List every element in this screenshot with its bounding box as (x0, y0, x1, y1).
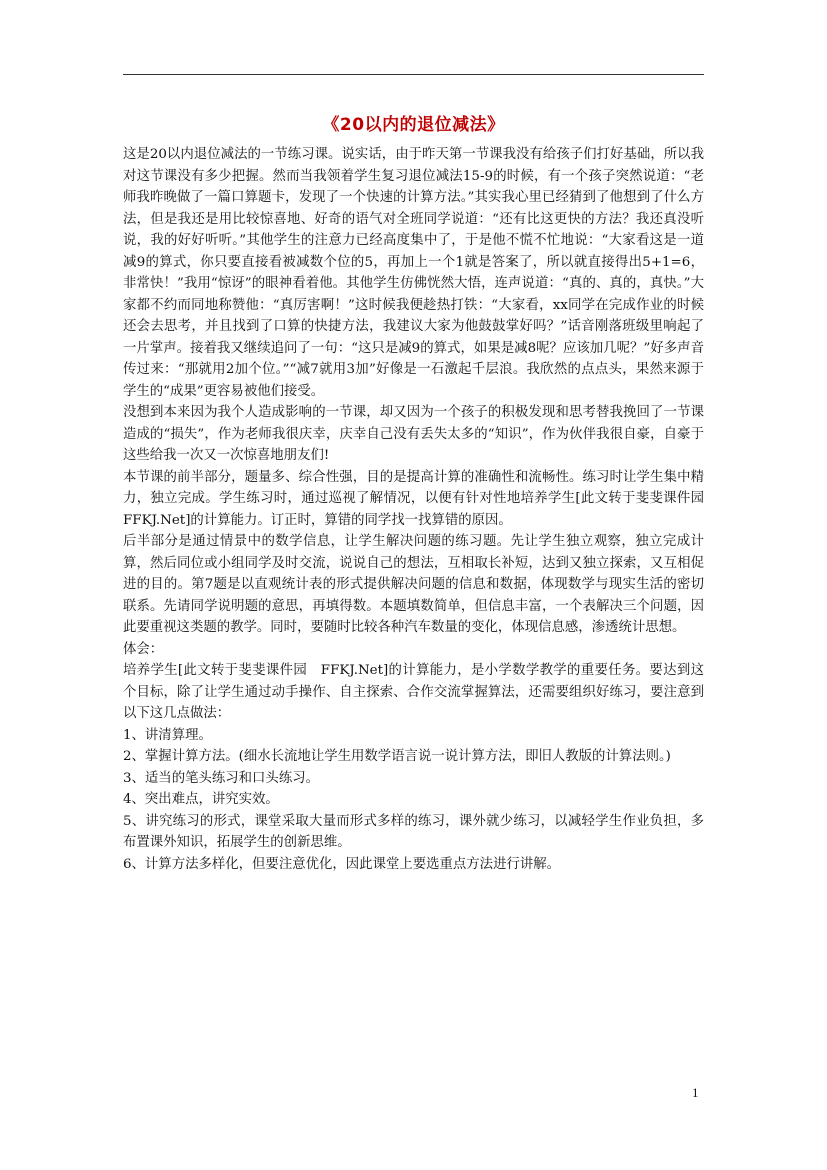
list-item: 5、讲究练习的形式，课堂采取大量而形式多样的练习，课外就少练习，以减轻学生作业负担，多布置课外知识，拓展学生的创新思维。 (123, 813, 704, 850)
paragraph: 这是20以内退位减法的一节练习课。说实话，由于昨天第一节课我没有给孩子们打好基础，所以我对这节课没有多少把握。然而当我领着学生复习退位减法15-9的时候，有一个孩子突然说道：“老师我昨晚做了一篇口算题卡，发现了一个快速的计算方法。”其实我心里已经猜到了他想到了什么方法，但是我还是用比较惊喜地、好奇的语气对全班同学说道：“还有比这更快的方法？我还真没听说，我的好好听听。”其他学生的注意力已经高度集中了，于是他不慌不忙地说：“大家看这是一道减9的算式，你只要直接看被减数个位的5，再加上一个1就是答案了，所以就直接得出5+1=6，非常快！”我用“惊讶”的眼神看着他。其他学生仿佛恍然大悟，连声说道：“真的、真的，真快。”大家都不约而同地称赞他：“真厉害啊！”这时候我便趁热打铁：“大家看，xx同学在完成作业的时候还会去思考，并且找到了口算的快捷方法，我建议大家为他鼓鼓掌好吗？”话音刚落班级里响起了一片掌声。接着我又继续追问了一句：“这只是减9的算式，如果是减8呢？应该加几呢？”好多声音传过来：“那就用2加个位。”“减7就用3加”好像是一石激起千层浪。我欣然的点点头，果然来源于学生的“成果”更容易被他们接受。 (123, 147, 704, 399)
document-title: 《20以内的退位减法》 (322, 115, 505, 135)
document-body (123, 144, 718, 875)
page-number: 1 (692, 1085, 699, 1100)
list-item: 1、讲清算理。 (123, 727, 212, 743)
header-rule (123, 74, 704, 75)
list-item: 2、掌握计算方法。(细水长流地让学生用数学语言说一说计算方法，即旧人教版的计算法则。) (123, 749, 671, 764)
paragraph: 后半部分是通过情景中的数学信息，让学生解决问题的练习题。先让学生独立观察，独立完成计算，然后同位或小组同学及时交流，说说自己的想法，互相取长补短，达到又独立探索，又互相促进的目的。第7题是以直观统计表的形式提供解决问题的信息和数据，体现数学与现实生活的密切联系。先请同学说明题的意思，再填得数。本题填数简单，但信息丰富，一个表解决三个问题，因此要重视这类题的教学。同时，要随时比较各种汽车数量的变化，体现信息感，渗透统计思想。 (123, 534, 704, 635)
paragraph: 本节课的前半部分，题量多、综合性强，目的是提高计算的准确性和流畅性。练习时让学生集中精力，独立完成。学生练习时，通过巡视了解情况，以便有针对性地培养学生[此文转于斐斐课件园 FFKJ.Net]的计算能力。订正时，算错的同学找一找算错的原因。 (123, 469, 718, 528)
list-item: 6、计算方法多样化，但要注意优化，因此课堂上要选重点方法进行讲解。 (123, 856, 561, 872)
list-item: 4、突出难点，讲究实效。 (123, 792, 279, 807)
section-heading: 体会： (123, 641, 164, 657)
list-item: 3、适当的笔头练习和口头练习。 (123, 770, 319, 786)
paragraph: 没想到本来因为我个人造成影响的一节课，却又因为一个孩子的积极发现和思考替我挽回了一节课造成的“损失”，作为老师我很庆幸，庆幸自己没有丢失太多的“知识”，作为伙伴我很自豪，自豪于这些给我一次又一次惊喜地朋友们! (123, 405, 704, 463)
paragraph: 培养学生[此文转于斐斐课件园 FFKJ.Net]的计算能力，是小学数学教学的重要任务。要达到这个目标，除了让学生通过动手操作、自主探索、合作交流掌握算法，还需要组织好练习，要注意到以下这几点做法： (123, 663, 704, 721)
